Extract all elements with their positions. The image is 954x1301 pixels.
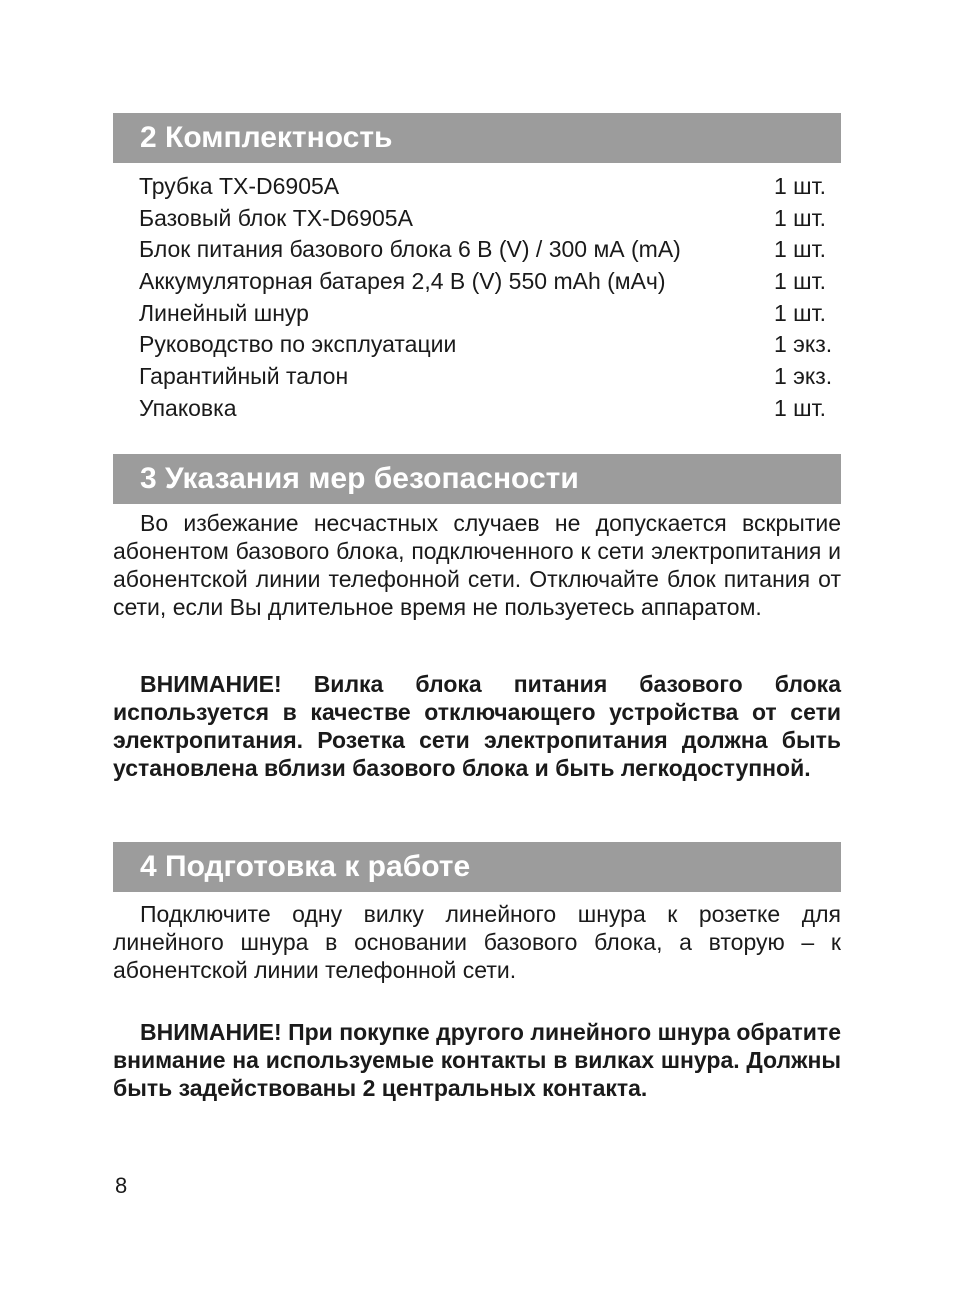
item-quantity: 1 экз. xyxy=(774,363,833,390)
section-header-preparation: 4 Подготовка к работе xyxy=(113,842,841,892)
item-name: Линейный шнур xyxy=(139,299,309,326)
list-item xyxy=(139,361,841,393)
item-name: Гарантийный талон xyxy=(139,363,349,390)
item-name: Базовый блок TX-D6905A xyxy=(139,204,413,231)
safety-paragraph: Во избежание несчастных случаев не допускается вскрытие абонентом базового блока, подключенного к сети электропитания и абонентской линии телефонной сети. Отключайте блок питания от сети, если Вы длительное время не пользуетесь аппаратом. xyxy=(113,510,841,620)
preparation-warning: ВНИМАНИЕ! При покупке другого линейного шнура обратите внимание на используемые контакты в вилках шнура. Должны быть задействованы 2 центральных контакта. xyxy=(113,1019,841,1101)
safety-warning: ВНИМАНИЕ! Вилка блока питания базового блока используется в качестве отключающего устройства от сети электропитания. Розетка сети электропитания должна быть установлена вблизи базового блока и быть легкодоступной. xyxy=(113,671,841,781)
list-item xyxy=(139,329,841,361)
item-name: Трубка TX-D6905A xyxy=(139,173,340,199)
section-header-contents: 2 Комплектность xyxy=(113,113,841,163)
item-name: Упаковка xyxy=(139,394,237,421)
item-quantity: 1 шт. xyxy=(774,236,827,263)
item-quantity: 1 шт. xyxy=(774,173,827,199)
item-name: Блок питания базового блока 6 В (V) / 300 мА (mA) xyxy=(139,236,681,263)
item-name: Аккумуляторная батарея 2,4 В (V) 550 mAh (мАч) xyxy=(139,268,666,295)
package-contents-list xyxy=(139,171,841,425)
preparation-paragraph: Подключите одну вилку линейного шнура к розетке для линейного шнура в основании базового блока, а вторую – к абонентской линии телефонной сети. xyxy=(113,901,841,983)
item-quantity: 1 экз. xyxy=(774,331,833,358)
item-quantity: 1 шт. xyxy=(774,204,827,231)
list-item xyxy=(139,393,841,425)
list-item xyxy=(139,171,841,203)
list-item xyxy=(139,298,841,330)
section-header-safety: 3 Указания мер безопасности xyxy=(113,454,841,504)
item-quantity: 1 шт. xyxy=(774,268,827,295)
item-quantity: 1 шт. xyxy=(774,394,827,421)
list-item xyxy=(139,234,841,266)
list-item xyxy=(139,266,841,298)
item-quantity: 1 шт. xyxy=(774,299,827,326)
list-item xyxy=(139,203,841,235)
item-name: Руководство по эксплуатации xyxy=(139,331,457,358)
page-number: 8 xyxy=(115,1173,128,1198)
